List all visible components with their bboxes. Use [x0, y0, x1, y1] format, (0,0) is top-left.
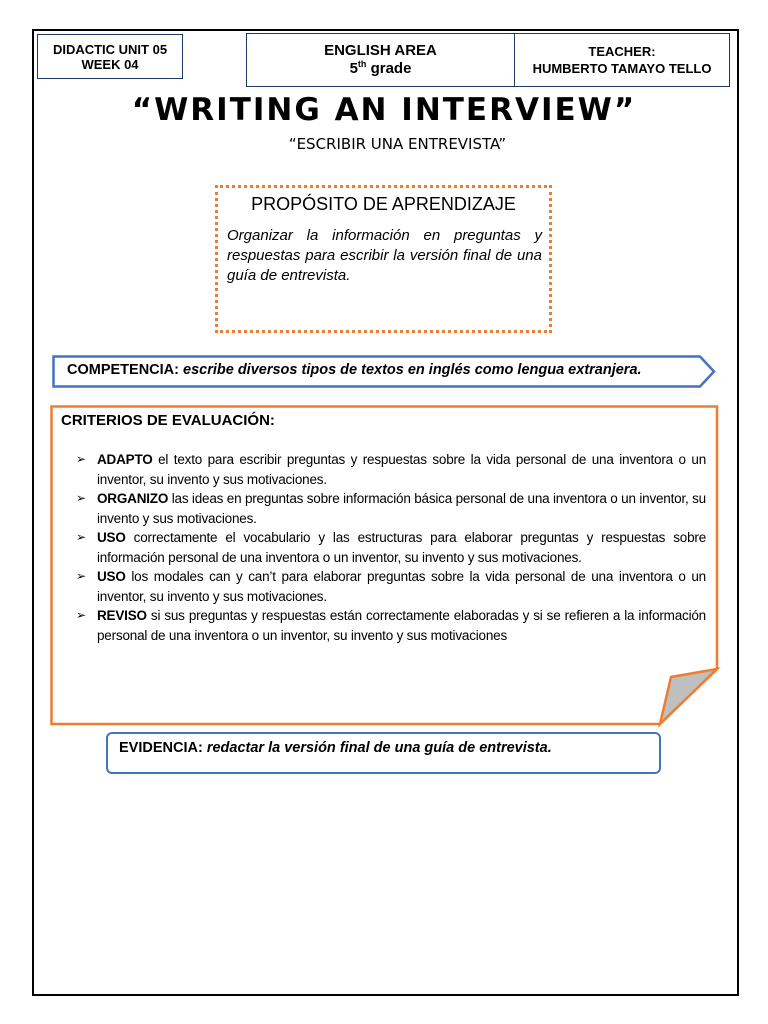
teacher-label: TEACHER: — [588, 44, 656, 59]
area-grade-box — [246, 33, 515, 87]
competencia-label: COMPETENCIA: — [67, 362, 179, 378]
arrow-bullet-icon: ➢ — [76, 530, 86, 544]
evidencia-value: redactar la versión final de una guía de entrevista. — [206, 740, 552, 756]
criterios-box — [50, 405, 720, 727]
evidencia-box — [106, 732, 661, 774]
evidencia-label: EVIDENCIA: — [119, 740, 203, 756]
competencia-banner — [52, 355, 714, 387]
unit-week-box — [37, 34, 183, 79]
criterios-title: CRITERIOS DE EVALUACIÓN: — [61, 412, 275, 429]
teacher-name: HUMBERTO TAMAYO TELLO — [532, 61, 712, 76]
competencia-text — [67, 362, 642, 378]
evidencia-text — [119, 740, 552, 756]
purpose-title: PROPÓSITO DE APRENDIZAJE — [251, 194, 516, 214]
page-subtitle: “ESCRIBIR UNA ENTREVISTA” — [288, 135, 507, 153]
arrow-bullet-icon: ➢ — [76, 491, 86, 505]
arrow-bullet-icon: ➢ — [76, 569, 86, 583]
list-item: ➢ ADAPTO el texto para escribir preguntas y respuestas sobre la vida personal de una inventora o un inventor, su invento y sus motivaciones. — [76, 452, 706, 487]
purpose-text: Organizar la información en preguntas y respuestas para escribir la versión final de una guía de entrevista. — [227, 227, 542, 284]
teacher-box — [514, 33, 730, 87]
list-item: ➢ REVISO si sus preguntas y respuestas están correctamente elaboradas y si se refieren a la información personal de una inventora o un inventor, su invento y sus motivaciones — [76, 608, 706, 643]
area-label: ENGLISH AREA — [324, 42, 437, 59]
list-item: ➢ ORGANIZO las ideas en preguntas sobre información básica personal de una inventora o un inventor, su invento y sus motivaciones. — [76, 491, 706, 526]
criterios-list — [76, 450, 706, 645]
grade-label: 5th grade — [349, 59, 412, 77]
arrow-bullet-icon: ➢ — [76, 608, 86, 622]
arrow-bullet-icon: ➢ — [76, 452, 86, 466]
learning-purpose-box — [215, 185, 552, 333]
page-title: “WRITING AN INTERVIEW” — [131, 92, 637, 128]
unit-label: DIDACTIC UNIT 05 — [52, 41, 168, 57]
list-item: ➢ USO correctamente el vocabulario y las estructuras para elaborar preguntas y respuestas sobre información personal de una inventora o un inventor, su invento y sus motivaciones. — [76, 530, 706, 565]
list-item: ➢ USO los modales can y can’t para elaborar preguntas sobre la vida personal de una inventora o un inventor, su invento y sus motivaciones. — [76, 569, 706, 604]
week-label: WEEK 04 — [81, 56, 139, 72]
competencia-value: escribe diversos tipos de textos en inglés como lengua extranjera. — [183, 362, 642, 378]
